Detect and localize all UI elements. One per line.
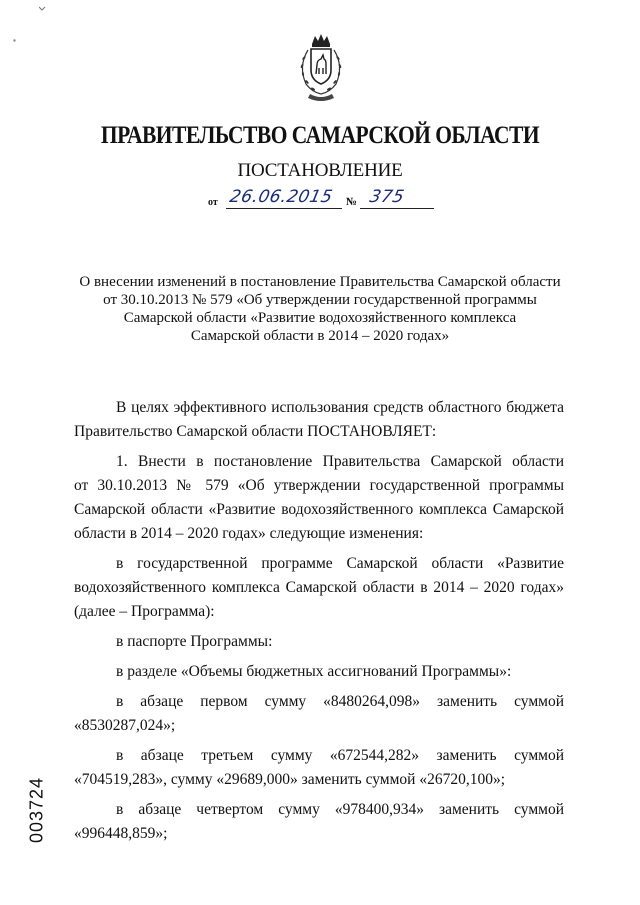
body-line: Правительство Самарской области ПОСТАНОВЛЯЕТ: [74,423,437,440]
stamp-text: 003724 [26,776,47,844]
number-prefix: № [346,196,358,208]
decree-type-heading: ПОСТАНОВЛЕНИЕ [237,160,403,181]
decree-body [74,396,564,846]
body-line: в разделе «Объемы бюджетных ассигнований Программы»: [116,663,512,680]
subject-line: Самарской области «Развитие водохозяйственного комплекса [123,310,517,326]
body-line: в абзаце четвертом сумму «978400,934» заменить суммой [116,801,564,818]
body-line: в абзаце первом сумму «8480264,098» заменить суммой [116,693,564,710]
scan-speck-dot [12,38,17,43]
body-line: «8530287,024»; [74,717,176,734]
body-line: от 30.10.2013 № 579 «Об утверждении государственной программы [74,477,564,494]
body-line: в паспорте Программы: [116,633,273,650]
body-line: «996448,859»; [74,825,168,842]
body-line: В целях эффективного использования средств областного бюджета [116,399,564,416]
subject-line: Самарской области в 2014 – 2020 годах» [190,328,450,344]
body-line: в государственной программе Самарской области «Развитие [116,555,564,572]
subject-line: от 30.10.2013 № 579 «Об утверждении государственной программы [103,292,537,308]
government-title: ПРАВИТЕЛЬСТВО САМАРСКОЙ ОБЛАСТИ [100,122,540,149]
number-underline [360,208,434,209]
body-line: в абзаце третьем сумму «672544,282» заменить суммой [116,747,564,764]
samara-coat-of-arms-emblem [292,32,350,102]
body-line: водохозяйственного комплекса Самарской области в 2014 – 2020 годах» [74,579,564,596]
body-line: области в 2014 – 2020 годах» следующие изменения: [74,525,424,542]
body-line: Самарской области «Развитие водохозяйственного комплекса Самарской [74,501,564,518]
scan-speck-mark [39,6,46,12]
date-prefix: от [208,197,218,208]
decree-subject [72,273,568,345]
body-line: «704519,283», сумму «29689,000» заменить суммой «26720,100»; [74,771,506,788]
registration-stamp-number [20,770,54,850]
body-line: 1. Внести в постановление Правительства Самарской области [116,453,564,470]
handwritten-date: 26.06.2015 [227,187,335,207]
date-underline [226,208,342,209]
body-line: (далее – Программа): [74,603,215,620]
decree-date-number-line [208,188,438,212]
handwritten-number: 375 [367,187,407,207]
subject-line: О внесении изменений в постановление Правительства Самарской области [79,274,561,290]
